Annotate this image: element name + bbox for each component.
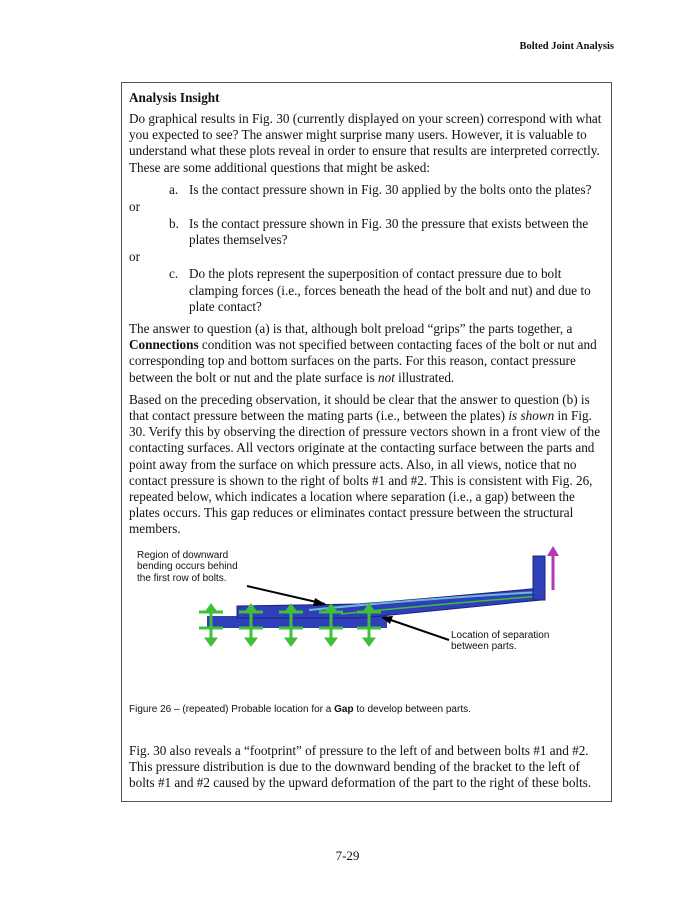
question-label: a. [169,181,179,197]
question-text: Is the contact pressure shown in Fig. 30 applied by the bolts onto the plates? [189,181,592,197]
question-label: b. [169,216,179,232]
text-run: to develop between parts. [353,703,471,715]
question-a [149,182,603,198]
text-run: in Fig. 30. Verify this by observing the direction of pressure vectors shown in a front view of the contacting surfaces. All vectors originate at the contacting surface between the parts and point away from the surface on which pressure acts. Also, in all views, notice that no contact pressure is shown to the right of bolts #1 and #2. This is consistent with Fig. 26, repeated below, which indicates a location where separation (i.e., a gap) between the plates occurs. This gap reduces or eliminates contact pressure between the structural members. [129,408,601,537]
region-leader-arrowhead-icon [313,598,327,606]
intro-paragraph: Do graphical results in Fig. 30 (currently displayed on your screen) correspond with what you expected to see? The answer might surprise many users. However, it is valuable to understand what these plots reveal in order to ensure that results are interpreted correctly. These are some additional questions that might be asked: [129,111,602,175]
figure-26 [129,546,603,704]
separation-label-line: Location of separation [451,629,550,641]
text-run: Figure 26 – (repeated) Probable location for a [129,703,335,715]
running-header: Bolted Joint Analysis [519,41,614,52]
question-text: Do the plots represent the superposition of contact pressure due to bolt clamping forces (i.e., forces beneath the head of the bolt and nut) and due to plate contact? [189,266,591,314]
figure-caption [129,704,603,715]
bracket-deformation-diagram [129,546,603,704]
insight-title: Analysis Insight [129,90,220,105]
text-run: illustrated. [394,369,455,385]
text-run: The answer to question (a) is that, although bolt preload “grips” the parts together, a [129,321,573,337]
separation-label-line: between parts. [451,641,517,653]
gap-term: Gap [334,703,354,715]
region-leader-line [247,586,325,604]
analysis-insight-box [121,82,612,802]
question-c [149,266,603,315]
region-label-line: the first row of bolts. [137,572,227,584]
load-arrowhead-icon [547,546,559,556]
answer-a-paragraph [129,321,603,386]
question-text: Is the contact pressure shown in Fig. 30 the pressure that exists between the plates themselves? [189,216,589,248]
emphasis-not: not [378,369,395,385]
or-connector: or [129,199,140,215]
text-run: condition was not specified between contacting faces of the bolt or nut and corresponding top and bottom surfaces on the parts. For this reason, contact pressure between the bolt or nut and the plate surface is [129,337,597,385]
answer-b-paragraph [129,392,603,538]
separation-leader-line [385,618,449,640]
or-connector: or [129,249,140,265]
question-b [149,216,603,248]
region-label-line: bending occurs behind [137,561,238,573]
bracket-flange [533,556,545,600]
emphasis-is-shown: is shown [508,408,555,424]
text-run: Based on the preceding observation, it should be clear that the answer to question (b) is that contact pressure between the mating parts (i.e., between the plates) [129,391,590,424]
page-number: 7-29 [335,848,360,863]
connections-term: Connections [129,337,199,353]
region-label-line: Region of downward [137,549,229,561]
footprint-paragraph: Fig. 30 also reveals a “footprint” of pressure to the left of and between bolts #1 and #2. This pressure distribution is due to the downward bending of the bracket to the left of bolts #1 and #2 caused by the upward deformation of the part to the right of these bolts. [129,742,592,791]
question-label: c. [169,266,179,282]
